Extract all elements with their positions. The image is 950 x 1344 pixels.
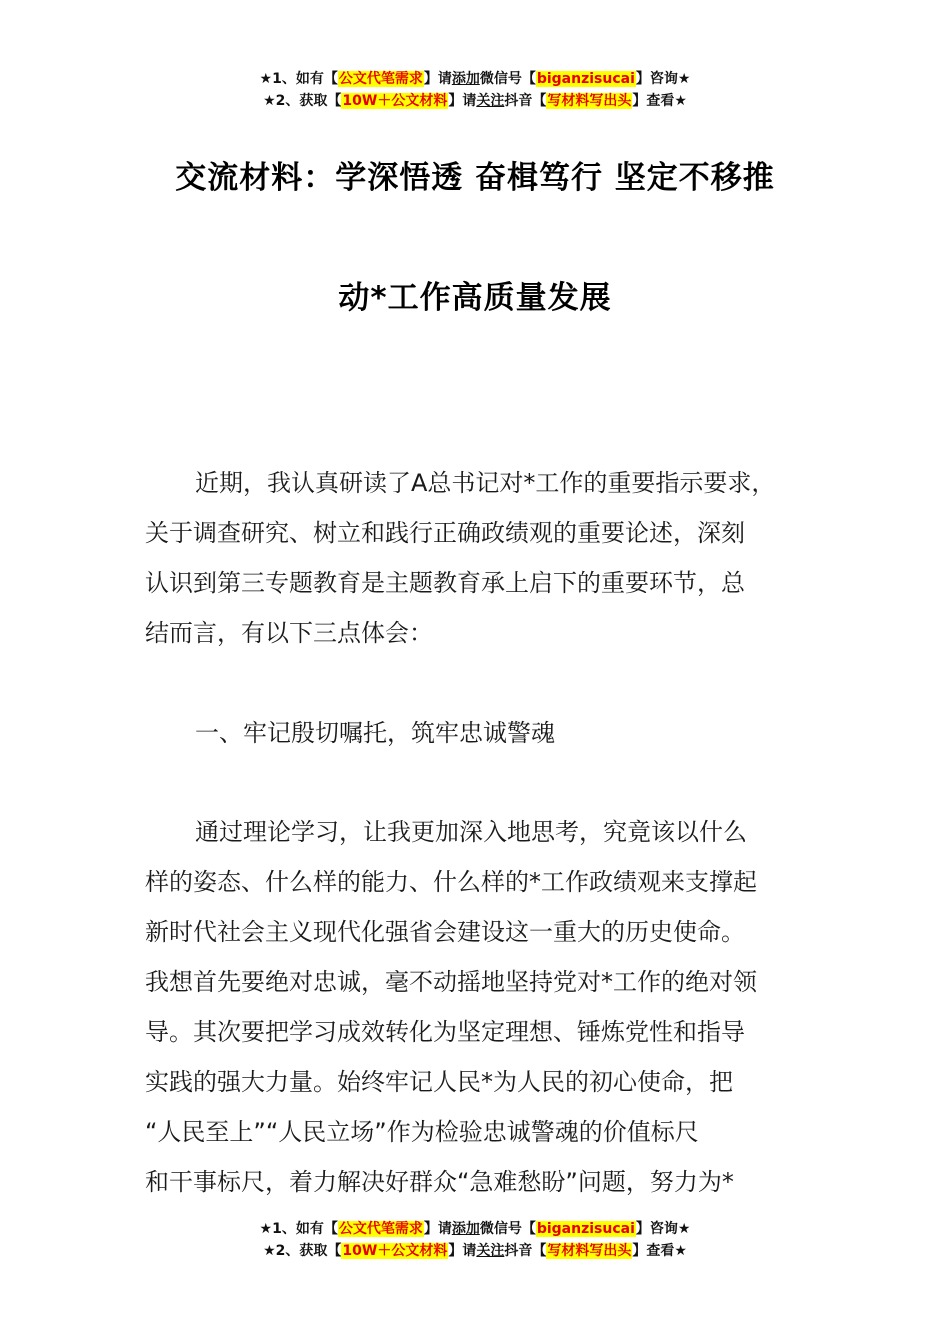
banner-line-2 [0,1240,950,1262]
banner-text: ★2、获取【 [263,93,342,109]
banner-douyin-id: 写材料写出头 [547,1243,632,1259]
section-heading-1 [145,708,835,758]
paragraph-line: 关于调查研究、树立和践行正确政绩观的重要论述，深刻 [145,519,745,547]
banner-text: 微信号【 [479,71,536,87]
banner-highlight: 10W＋公文材料 [342,1243,448,1259]
paragraph-line: “人民至上”“人民立场”作为检验忠诚警魂的价值标尺 [145,1118,699,1146]
document-title-line-2: 动*工作高质量发展 [338,280,612,316]
banner-douyin-id: 写材料写出头 [547,93,632,109]
paragraph-line: 结而言，有以下三点体会： [145,619,433,647]
banner-text: ★1、如有【 [259,71,338,87]
bottom-banner [0,1218,950,1262]
banner-text: 】请 [423,71,452,87]
paragraph-line: 和干事标尺，着力解决好群众“急难愁盼”问题，努力为* [145,1168,734,1196]
banner-text: ★1、如有【 [259,1221,338,1237]
banner-text: 抖音【 [504,1243,547,1259]
banner-wechat-id: biganzisucai [536,1221,635,1237]
banner-highlight: 公文代笔需求 [338,1221,423,1237]
banner-text: 】请 [448,93,477,109]
banner-wechat-id: biganzisucai [536,71,635,87]
paragraph-line: 通过理论学习，让我更加深入地思考，究竟该以什么 [195,818,747,846]
paragraph-line: 认识到第三专题教育是主题教育承上启下的重要环节，总 [145,569,745,597]
banner-line-1 [0,1218,950,1240]
top-banner [0,68,950,112]
banner-line-2 [0,90,950,112]
paragraph-line: 导。其次要把学习成效转化为坚定理想、锤炼党性和指导 [145,1018,745,1046]
banner-text: 微信号【 [479,1221,536,1237]
paragraph-body [145,807,835,1207]
paragraph-line: 样的姿态、什么样的能力、什么样的*工作政绩观来支撑起 [145,868,757,896]
banner-emphasis: 关注 [476,1243,505,1259]
heading-text: 一、牢记殷切嘱托，筑牢忠诚警魂 [195,719,555,747]
banner-highlight: 10W＋公文材料 [342,93,448,109]
banner-emphasis: 添加 [451,71,480,87]
banner-text: 】咨询★ [635,71,691,87]
banner-line-1 [0,68,950,90]
paragraph-line: 近期，我认真研读了A总书记对*工作的重要指示要求， [195,469,776,497]
paragraph-line: 实践的强大力量。始终牢记人民*为人民的初心使命，把 [145,1068,733,1096]
paragraph-line: 新时代社会主义现代化强省会建设这一重大的历史使命。 [145,918,745,946]
paragraph-intro [145,458,835,658]
banner-text: 】请 [448,1243,477,1259]
banner-text: 】查看★ [632,1243,687,1259]
paragraph-line: 我想首先要绝对忠诚，毫不动摇地坚持党对*工作的绝对领 [145,968,757,996]
banner-text: 】咨询★ [635,1221,691,1237]
banner-text: ★2、获取【 [263,1243,342,1259]
banner-emphasis: 添加 [451,1221,480,1237]
banner-highlight: 公文代笔需求 [338,71,423,87]
banner-text: 】查看★ [632,93,687,109]
document-title-line-1: 交流材料：学深悟透 奋楫笃行 坚定不移推 [175,160,775,196]
banner-emphasis: 关注 [476,93,505,109]
banner-text: 抖音【 [504,93,547,109]
banner-text: 】请 [423,1221,452,1237]
